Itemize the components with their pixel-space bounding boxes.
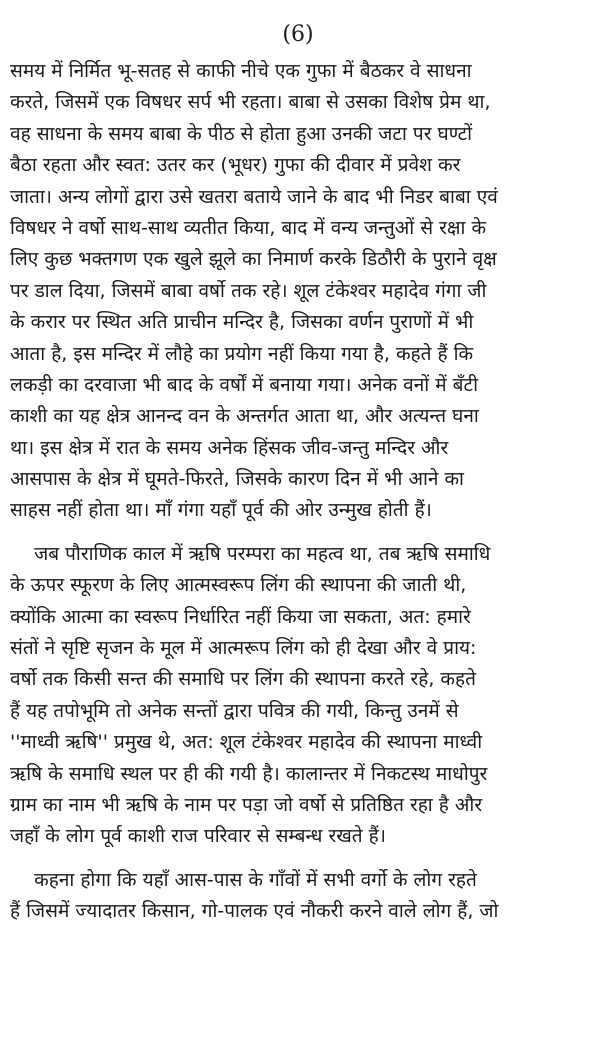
text-line: विषधर ने वर्षो साथ-साथ व्यतीत किया, बाद में वन्य जन्तुओं से रक्षा के bbox=[10, 216, 487, 239]
page-number: (6) bbox=[282, 22, 314, 47]
text-line: वर्षो तक किसी सन्त की समाधि पर लिंग की स्थापना करते रहे, कहते bbox=[10, 668, 476, 691]
text-line: आसपास के क्षेत्र में घूमते-फिरते, जिसके कारण दिन में भी आने का bbox=[10, 468, 464, 491]
paragraph bbox=[10, 56, 586, 527]
text-line: ऋषि के समाधि स्थल पर ही की गयी है। कालान्तर में निकटस्थ माधोपुर bbox=[10, 762, 488, 785]
text-line: के ऊपर स्फूरण के लिए आत्मस्वरूप लिंग की स्थापना की जाती थी, bbox=[10, 574, 467, 597]
text-line: वह साधना के समय बाबा के पीठ से होता हुआ उनकी जटा पर घण्टों bbox=[10, 122, 473, 145]
paragraph bbox=[10, 865, 586, 928]
text-line: हैं यह तपोभूमि तो अनेक सन्तों द्वारा पवित्र की गयी, किन्तु उनमें से bbox=[10, 699, 459, 722]
text-line: के करार पर स्थित अति प्राचीन मन्दिर है, जिसका वर्णन पुराणों में भी bbox=[10, 311, 474, 334]
text-line: बैठा रहता और स्वत: उतर कर (भूधर) गुफा की दीवार में प्रवेश कर bbox=[10, 154, 461, 177]
text-line: जाता। अन्य लोगों द्वारा उसे खतरा बताये जाने के बाद भी निडर बाबा एवं bbox=[10, 185, 498, 208]
text-line: लकड़ी का दरवाजा भी बाद के वर्षों में बनाया गया। अनेक वनों में बँटी bbox=[10, 373, 478, 396]
text-line: करते, जिसमें एक विषधर सर्प भी रहता। बाबा से उसका विशेष प्रेम था, bbox=[10, 91, 491, 114]
text-line: संतों ने सृष्टि सृजन के मूल में आत्मरूप लिंग को ही देखा और वे प्राय: bbox=[10, 637, 477, 660]
paragraph-gap bbox=[10, 527, 586, 539]
text-line: लिए कुछ भक्तगण एक खुले झूले का निमार्ण करके डिठौरी के पुराने वृक्ष bbox=[10, 248, 497, 271]
text-line: ''माध्वी ऋषि'' प्रमुख थे, अत: शूल टंकेश्वर महादेव की स्थापना माध्वी bbox=[10, 731, 483, 754]
text-line: जहाँ के लोग पूर्व काशी राज परिवार से सम्बन्ध रखते हैं। bbox=[10, 825, 386, 848]
text-line: कहना होगा कि यहाँ आस-पास के गाँवों में सभी वर्गो के लोग रहते bbox=[10, 868, 477, 891]
text-line: समय में निर्मित भू-सतह से काफी नीचे एक गुफा में बैठकर वे साधना bbox=[10, 60, 472, 82]
text-line: आता है, इस मन्दिर में लौहे का प्रयोग नहीं किया गया है, कहते हैं कि bbox=[10, 342, 474, 365]
text-line: साहस नहीं होता था। माँ गंगा यहाँ पूर्व की ओर उन्मुख होती हैं। bbox=[10, 499, 432, 522]
text-line: था। इस क्षेत्र में रात के समय अनेक हिंसक जीव-जन्तु मन्दिर और bbox=[10, 436, 449, 459]
paragraph-gap bbox=[10, 853, 586, 865]
paragraph bbox=[10, 539, 586, 853]
text-line: काशी का यह क्षेत्र आनन्द वन के अन्तर्गत आता था, और अत्यन्त घना bbox=[10, 405, 479, 428]
text-line: पर डाल दिया, जिसमें बाबा वर्षो तक रहे। शूल टंकेश्वर महादेव गंगा जी bbox=[10, 279, 487, 302]
text-line: हैं जिसमें ज्यादातर किसान, गो-पालक एवं नौकरी करने वाले लोग हैं, जो bbox=[10, 900, 499, 923]
body-text bbox=[10, 56, 586, 928]
text-line: क्योंकि आत्मा का स्वरूप निर्धारित नहीं किया जा सकता, अत: हमारे bbox=[10, 605, 471, 628]
text-line: जब पौराणिक काल में ऋषि परम्परा का महत्व था, तब ऋषि समाधि bbox=[10, 542, 491, 565]
text-line: ग्राम का नाम भी ऋषि के नाम पर पड़ा जो वर्षो से प्रतिष्ठित रहा है और bbox=[10, 793, 483, 816]
